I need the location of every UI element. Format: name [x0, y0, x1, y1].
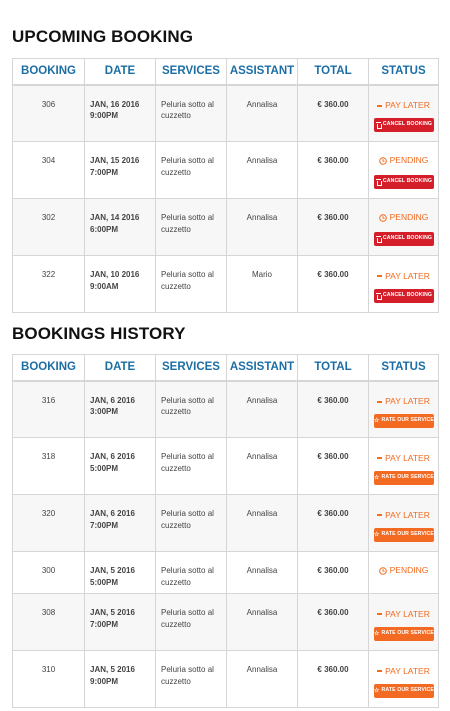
booking-time: 7:00PM: [90, 520, 119, 530]
status-label: PAY LATER: [385, 396, 430, 406]
table-row: [13, 199, 439, 256]
booking-date-cell: [85, 85, 156, 142]
clock-icon: [379, 157, 387, 165]
action-label: RATE OUR SERVICE: [381, 417, 434, 424]
star-icon: ☆: [374, 687, 380, 694]
trash-icon: [376, 122, 381, 128]
booking-assistant: Annalisa: [227, 199, 298, 256]
action-label: CANCEL BOOKING: [382, 235, 433, 242]
booking-date-cell: [85, 495, 156, 552]
status-badge: [379, 155, 429, 166]
booking-date-cell: [85, 256, 156, 313]
booking-service-cell: [156, 651, 227, 708]
dash-icon: [377, 457, 382, 459]
column-header-date: DATE: [85, 59, 156, 85]
action-label: RATE OUR SERVICE: [381, 686, 434, 693]
dash-icon: [377, 401, 382, 403]
booking-service-line: Peluria sotto al: [161, 452, 214, 461]
booking-time: 5:00PM: [90, 577, 119, 587]
table-row: [13, 85, 439, 142]
status-label: PAY LATER: [385, 270, 430, 281]
table-row: [13, 256, 439, 313]
booking-date-cell: [85, 142, 156, 199]
rate-service-button[interactable]: [374, 627, 434, 641]
booking-time: 6:00PM: [90, 224, 119, 234]
booking-number: 304: [13, 142, 85, 199]
status-badge: [377, 396, 430, 407]
dash-icon: [377, 105, 382, 107]
booking-status-cell: [369, 85, 439, 142]
booking-date-cell: [85, 594, 156, 651]
booking-time: 5:00PM: [90, 463, 119, 473]
booking-service-line: cuzzetto: [161, 224, 191, 234]
rate-service-button[interactable]: [374, 414, 434, 428]
column-header-status: STATUS: [369, 59, 439, 85]
upcoming-booking-title: UPCOMING BOOKING: [12, 27, 194, 46]
dash-icon: [377, 670, 382, 672]
column-header-date: DATE: [85, 355, 156, 381]
status-label: PAY LATER: [385, 608, 430, 619]
action-label: RATE OUR SERVICE: [381, 530, 434, 537]
booking-number: 308: [13, 594, 85, 651]
column-header-assistant: ASSISTANT: [227, 59, 298, 85]
bookings-history-table: [12, 354, 439, 708]
table-row: [13, 552, 439, 594]
clock-icon: [379, 214, 387, 222]
booking-assistant: Annalisa: [227, 495, 298, 552]
booking-date: JAN, 10 2016: [90, 270, 140, 279]
booking-assistant: Annalisa: [227, 594, 298, 651]
booking-service-line: Peluria sotto al: [161, 99, 214, 109]
status-badge: [377, 666, 430, 677]
rate-service-button[interactable]: [374, 528, 434, 542]
booking-status-cell: [369, 381, 439, 438]
status-badge: [377, 609, 430, 620]
bookings-history-title: BOOKINGS HISTORY: [12, 324, 186, 343]
booking-time: 9:00PM: [90, 676, 119, 686]
column-header-booking: BOOKING: [13, 59, 85, 85]
booking-time: 7:00PM: [90, 619, 119, 629]
status-label: PENDING: [389, 212, 429, 222]
booking-number: 302: [13, 199, 85, 256]
booking-service-line: Peluria sotto al: [161, 608, 214, 617]
booking-assistant: Annalisa: [227, 85, 298, 142]
status-badge: [377, 100, 430, 111]
booking-total: € 360.00: [298, 495, 369, 552]
column-header-total: TOTAL: [298, 355, 369, 381]
star-icon: ☆: [374, 531, 380, 538]
star-icon: ☆: [374, 418, 380, 424]
booking-service-line: Peluria sotto al: [161, 213, 214, 222]
status-badge: [377, 453, 430, 464]
booking-assistant: Annalisa: [227, 438, 298, 495]
booking-service-line: cuzzetto: [161, 676, 191, 686]
cancel-booking-button[interactable]: [374, 289, 434, 303]
booking-assistant: Annalisa: [227, 651, 298, 708]
booking-total: € 360.00: [298, 438, 369, 495]
booking-date-cell: [85, 552, 156, 594]
booking-service-cell: [156, 85, 227, 142]
status-label: PAY LATER: [385, 452, 430, 463]
rate-service-button[interactable]: [374, 684, 434, 698]
booking-service-line: Peluria sotto al: [161, 156, 214, 165]
booking-service-line: cuzzetto: [161, 167, 191, 177]
action-label: RATE OUR SERVICE: [381, 473, 434, 480]
star-icon: ☆: [374, 474, 380, 481]
action-label: CANCEL BOOKING: [382, 291, 433, 298]
table-row: [13, 651, 439, 708]
booking-status-cell: [369, 256, 439, 313]
star-icon: ☆: [374, 630, 380, 637]
booking-total: € 360.00: [298, 381, 369, 438]
booking-number: 310: [13, 651, 85, 708]
table-header-row: [13, 355, 439, 381]
booking-service-line: cuzzetto: [161, 577, 191, 587]
booking-service-line: Peluria sotto al: [161, 665, 214, 674]
booking-service-line: cuzzetto: [161, 281, 191, 291]
booking-status-cell: [369, 594, 439, 651]
table-row: [13, 381, 439, 438]
booking-service-cell: [156, 552, 227, 594]
booking-service-line: Peluria sotto al: [161, 270, 214, 279]
booking-service-cell: [156, 381, 227, 438]
cancel-booking-button[interactable]: [374, 232, 434, 246]
status-label: PAY LATER: [385, 509, 430, 520]
dash-icon: [377, 275, 382, 277]
booking-date: JAN, 6 2016: [90, 509, 135, 518]
booking-assistant: Annalisa: [227, 552, 298, 594]
rate-service-button[interactable]: [374, 471, 434, 485]
trash-icon: [376, 179, 381, 185]
booking-service-line: Peluria sotto al: [161, 566, 214, 575]
booking-total: € 360.00: [298, 199, 369, 256]
booking-date: JAN, 14 2016: [90, 213, 140, 222]
status-label: PENDING: [389, 565, 429, 575]
booking-service-line: cuzzetto: [161, 111, 191, 120]
status-label: PAY LATER: [385, 100, 430, 110]
upcoming-bookings-table: [12, 58, 439, 313]
booking-service-cell: [156, 142, 227, 199]
column-header-status: STATUS: [369, 355, 439, 381]
booking-date-cell: [85, 651, 156, 708]
booking-status-cell: [369, 651, 439, 708]
booking-service-line: cuzzetto: [161, 619, 191, 629]
column-header-services: SERVICES: [156, 59, 227, 85]
status-badge: [379, 565, 429, 576]
booking-total: € 360.00: [298, 594, 369, 651]
booking-total: € 360.00: [298, 142, 369, 199]
action-label: CANCEL BOOKING: [382, 121, 433, 128]
booking-service-line: cuzzetto: [161, 407, 191, 416]
booking-total: € 360.00: [298, 552, 369, 594]
table-row: [13, 594, 439, 651]
booking-service-cell: [156, 438, 227, 495]
cancel-booking-button[interactable]: [374, 175, 434, 189]
booking-total: € 360.00: [298, 256, 369, 313]
booking-date: JAN, 6 2016: [90, 452, 135, 461]
booking-number: 322: [13, 256, 85, 313]
booking-total: € 360.00: [298, 651, 369, 708]
booking-number: 300: [13, 552, 85, 594]
booking-date: JAN, 5 2016: [90, 608, 135, 617]
column-header-booking: BOOKING: [13, 355, 85, 381]
action-label: RATE OUR SERVICE: [381, 629, 434, 636]
booking-number: 306: [13, 85, 85, 142]
booking-status-cell: [369, 142, 439, 199]
booking-date-cell: [85, 381, 156, 438]
dash-icon: [377, 613, 382, 615]
dash-icon: [377, 514, 382, 516]
booking-assistant: Annalisa: [227, 142, 298, 199]
booking-number: 318: [13, 438, 85, 495]
booking-time: 9:00AM: [90, 281, 119, 291]
column-header-services: SERVICES: [156, 355, 227, 381]
table-row: [13, 142, 439, 199]
table-row: [13, 438, 439, 495]
booking-time: 3:00PM: [90, 407, 119, 416]
action-label: CANCEL BOOKING: [382, 178, 433, 185]
booking-status-cell: [369, 552, 439, 594]
status-badge: [377, 510, 430, 521]
booking-service-line: cuzzetto: [161, 520, 191, 530]
booking-assistant: Annalisa: [227, 381, 298, 438]
column-header-assistant: ASSISTANT: [227, 355, 298, 381]
booking-service-cell: [156, 199, 227, 256]
booking-number: 316: [13, 381, 85, 438]
booking-service-cell: [156, 256, 227, 313]
status-label: PENDING: [389, 155, 429, 165]
booking-service-line: cuzzetto: [161, 463, 191, 473]
booking-date: JAN, 15 2016: [90, 156, 140, 165]
booking-total: € 360.00: [298, 85, 369, 142]
booking-service-line: Peluria sotto al: [161, 509, 214, 518]
status-label: PAY LATER: [385, 665, 430, 676]
booking-status-cell: [369, 495, 439, 552]
column-header-total: TOTAL: [298, 59, 369, 85]
status-badge: [377, 271, 430, 282]
status-badge: [379, 212, 429, 223]
booking-date: JAN, 5 2016: [90, 566, 135, 575]
booking-date-cell: [85, 438, 156, 495]
booking-service-line: Peluria sotto al: [161, 395, 214, 405]
table-row: [13, 495, 439, 552]
booking-time: 9:00PM: [90, 111, 119, 120]
booking-date: JAN, 6 2016: [90, 395, 135, 405]
booking-number: 320: [13, 495, 85, 552]
booking-date: JAN, 16 2016: [90, 99, 140, 109]
trash-icon: [376, 236, 381, 242]
booking-service-cell: [156, 594, 227, 651]
trash-icon: [376, 293, 381, 299]
booking-date: JAN, 5 2016: [90, 665, 135, 674]
booking-date-cell: [85, 199, 156, 256]
booking-service-cell: [156, 495, 227, 552]
table-header-row: [13, 59, 439, 85]
booking-time: 7:00PM: [90, 167, 119, 177]
booking-assistant: Mario: [227, 256, 298, 313]
cancel-booking-button[interactable]: [374, 118, 434, 132]
booking-status-cell: [369, 199, 439, 256]
booking-status-cell: [369, 438, 439, 495]
clock-icon: [379, 567, 387, 575]
